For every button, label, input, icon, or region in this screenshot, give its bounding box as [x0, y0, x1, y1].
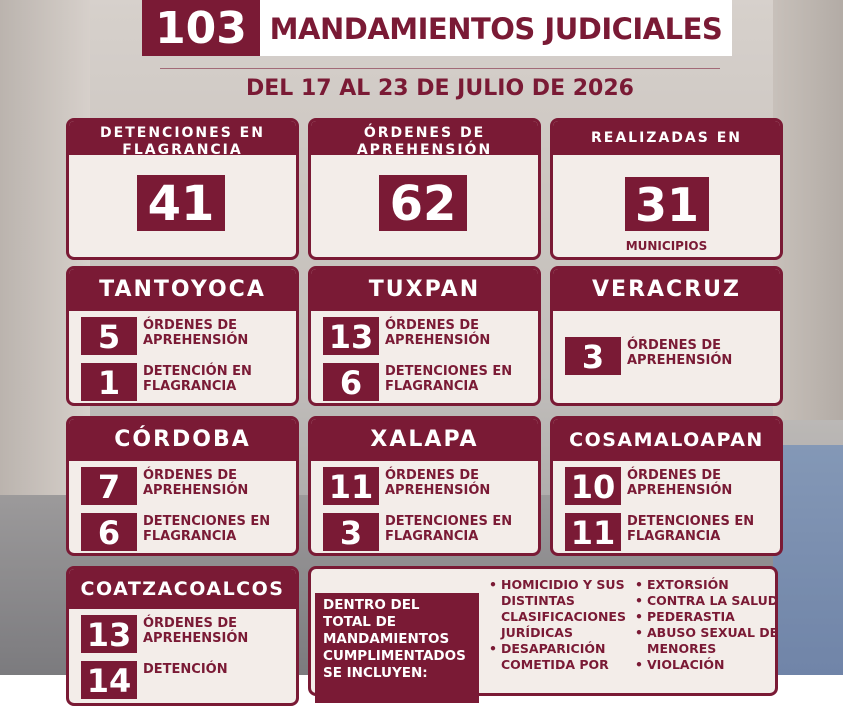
stat-number: 6 — [81, 513, 137, 551]
stat-number: 13 — [81, 615, 137, 653]
stat-number: 7 — [81, 467, 137, 505]
list-item: • HOMICIDIO Y SUS DISTINTAS CLASIFICACIONES JURÍDICAS — [501, 577, 641, 641]
stat-label: ÓRDENES DE APREHENSIÓN — [385, 318, 491, 348]
card-heading: REALIZADAS EN — [553, 121, 780, 155]
stat-label: ÓRDENES DE APREHENSIÓN — [143, 616, 249, 646]
stat-label: ÓRDENES DE APREHENSIÓN — [143, 468, 249, 498]
stat-number: 10 — [565, 467, 621, 505]
stat-number: 1 — [81, 363, 137, 401]
crime-list-a — [487, 577, 641, 673]
list-item: • CONTRA LA SALUD — [647, 593, 789, 609]
crime-list-b — [633, 577, 789, 673]
stat-number: 14 — [81, 661, 137, 699]
total-card-municipios — [550, 118, 783, 260]
summary-lead: DENTRO DEL TOTAL DE MANDAMIENTOS CUMPLIMENTADOS SE INCLUYEN: — [315, 593, 479, 703]
stat-label: ÓRDENES DE APREHENSIÓN — [627, 468, 733, 498]
municipality-name: TANTOYOCA — [69, 269, 296, 311]
list-item: • EXTORSIÓN — [647, 577, 789, 593]
stat-label: DETENCIÓN EN FLAGRANCIA — [143, 364, 252, 394]
municipality-card-tantoyoca — [66, 266, 299, 406]
stat-number: 3 — [565, 337, 621, 375]
list-item: • DESAPARICIÓN COMETIDA POR — [501, 641, 641, 673]
municipality-name: COSAMALOAPAN — [553, 419, 780, 461]
stat-label: ÓRDENES DE APREHENSIÓN — [385, 468, 491, 498]
municipality-name: VERACRUZ — [553, 269, 780, 311]
municipality-card-cordoba — [66, 416, 299, 556]
list-item: • ABUSO SEXUAL DE MENORES — [647, 625, 789, 657]
stat-number: 3 — [323, 513, 379, 551]
municipality-card-xalapa — [308, 416, 541, 556]
title-banner — [142, 0, 732, 56]
stat-label: DETENCIONES EN FLAGRANCIA — [385, 514, 513, 544]
stat-number: 5 — [81, 317, 137, 355]
card-value: 41 — [137, 175, 225, 231]
municipality-card-cosamaloapan — [550, 416, 783, 556]
total-card-flagrancia — [66, 118, 299, 260]
card-subtitle: MUNICIPIOS — [625, 239, 708, 253]
stat-label: DETENCIONES EN FLAGRANCIA — [143, 514, 271, 544]
card-value: 31 — [625, 177, 709, 231]
stat-label: DETENCIÓN — [143, 662, 228, 677]
card-heading: ÓRDENES DE APREHENSIÓN — [311, 121, 538, 155]
crimes-summary-card — [308, 566, 778, 696]
municipality-card-coatzacoalcos — [66, 566, 299, 706]
municipality-card-tuxpan — [308, 266, 541, 406]
stat-number: 13 — [323, 317, 379, 355]
stat-label: ÓRDENES DE APREHENSIÓN — [627, 338, 733, 368]
municipality-name: TUXPAN — [311, 269, 538, 311]
municipality-name: XALAPA — [311, 419, 538, 461]
total-count: 103 — [142, 0, 260, 56]
stat-label: DETENCIONES EN FLAGRANCIA — [627, 514, 755, 544]
card-value: 62 — [379, 175, 467, 231]
divider — [160, 68, 720, 69]
list-item: • PEDERASTIA — [647, 609, 789, 625]
card-heading: DETENCIONES EN FLAGRANCIA — [69, 121, 296, 155]
stat-label: ÓRDENES DE APREHENSIÓN — [143, 318, 249, 348]
stat-number: 6 — [323, 363, 379, 401]
stat-number: 11 — [565, 513, 621, 551]
stat-number: 11 — [323, 467, 379, 505]
municipality-name: CÓRDOBA — [69, 419, 296, 461]
stat-label: DETENCIONES EN FLAGRANCIA — [385, 364, 513, 394]
page-title: MANDAMIENTOS JUDICIALES — [260, 0, 732, 56]
list-item: • VIOLACIÓN — [647, 657, 789, 673]
municipality-card-veracruz — [550, 266, 783, 406]
total-card-aprehension — [308, 118, 541, 260]
date-range: DEL 17 AL 23 DE JULIO DE 2026 — [246, 76, 634, 101]
municipality-name: COATZACOALCOS — [69, 569, 296, 609]
